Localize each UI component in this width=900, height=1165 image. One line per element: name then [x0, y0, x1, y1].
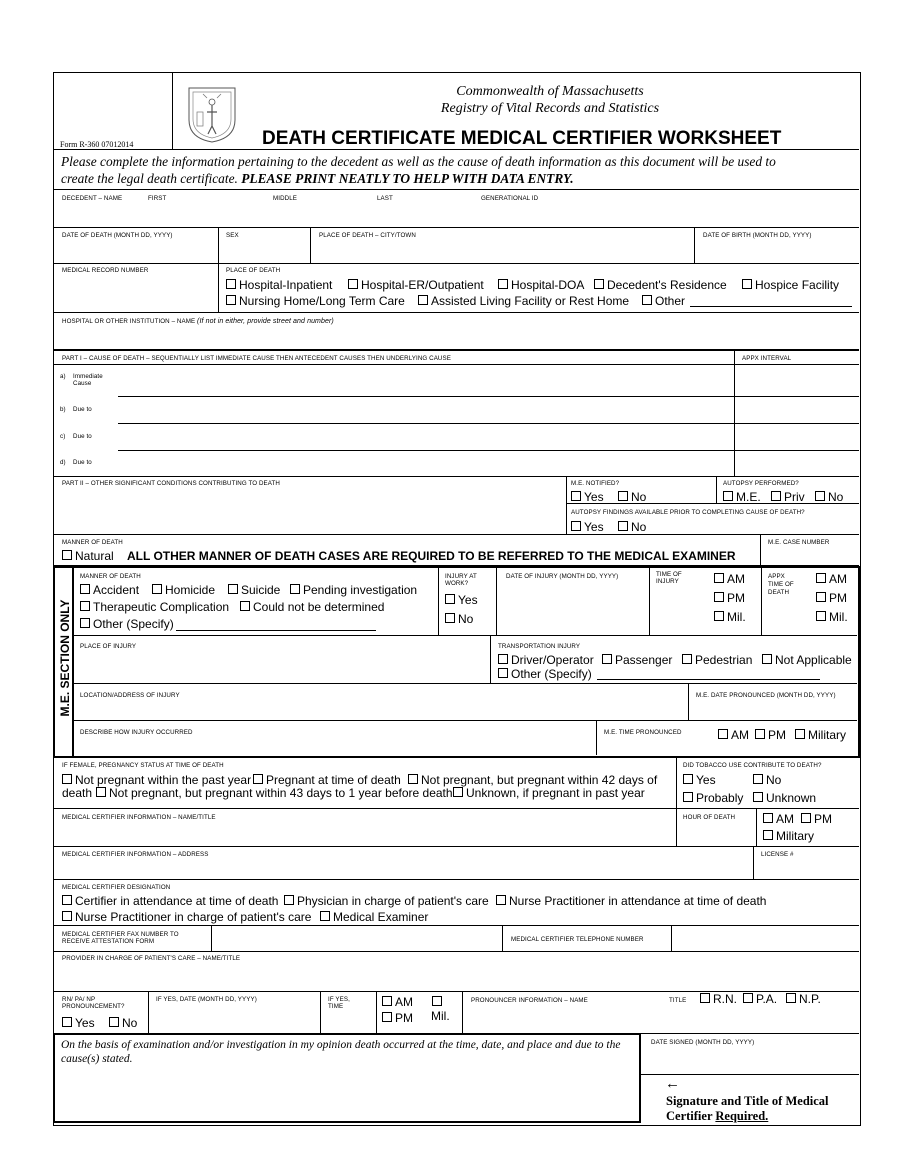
checkbox-icon: [453, 787, 463, 797]
me-notified-yes[interactable]: Yes: [571, 490, 604, 504]
checkbox-icon: [418, 295, 428, 305]
checkbox-icon: [618, 521, 628, 531]
generational-id-label: GENERATIONAL ID: [481, 195, 539, 202]
manner-natural[interactable]: Natural: [62, 549, 114, 563]
hour-pm[interactable]: PM: [801, 812, 832, 826]
checkbox-icon: [445, 613, 455, 623]
attestation-text: On the basis of examination and/or investigation in my opinion death occurred at the time, date, and place and due to the cause(s) stated.: [61, 1039, 621, 1065]
des-physician-in-charge[interactable]: Physician in charge of patient's care: [284, 894, 489, 908]
des-medical-examiner[interactable]: Medical Examiner: [320, 910, 428, 924]
checkbox-icon: [109, 1017, 119, 1027]
checkbox-icon: [762, 654, 772, 664]
checkbox-icon: [753, 774, 763, 784]
trans-passenger[interactable]: Passenger: [602, 653, 672, 667]
tod-pm[interactable]: PM: [816, 591, 847, 605]
checkbox-icon: [816, 592, 826, 602]
des-certifier-attendance[interactable]: Certifier in attendance at time of death: [62, 894, 278, 908]
checkbox-icon: [80, 601, 90, 611]
checkbox-icon: [498, 654, 508, 664]
trans-pedestrian[interactable]: Pedestrian: [682, 653, 752, 667]
checkbox-icon: [80, 584, 90, 594]
checkbox-icon: [226, 295, 236, 305]
me-date-pronounced-label: M.E. DATE PRONOUNCED (MONTH DD, YYYY): [696, 692, 836, 699]
preg-within-42-days[interactable]: Not pregnant, but pregnant within 42 days of: [408, 773, 657, 787]
checkbox-icon: [753, 792, 763, 802]
checkbox-icon: [815, 491, 825, 501]
describe-injury-label: DESCRIBE HOW INJURY OCCURRED: [80, 729, 193, 736]
injury-work-yes[interactable]: Yes: [445, 593, 478, 607]
interval-label: APPX INTERVAL: [742, 355, 792, 362]
due-to-c-label: Due to: [73, 433, 92, 440]
checkbox-icon: [642, 295, 652, 305]
checkbox-icon: [498, 668, 508, 678]
checkbox-icon: [382, 996, 392, 1006]
me-accident[interactable]: Accident: [80, 583, 139, 597]
certifier-address-label: MEDICAL CERTIFIER INFORMATION – ADDRESS: [62, 851, 209, 858]
checkbox-icon: [683, 792, 693, 802]
checkbox-icon: [408, 774, 418, 784]
checkbox-icon: [320, 911, 330, 921]
me-time-am[interactable]: AM: [718, 728, 749, 742]
last-name-label: LAST: [377, 195, 393, 202]
findings-yes[interactable]: Yes: [571, 520, 604, 534]
middle-name-label: MIDDLE: [273, 195, 297, 202]
cause-line-d-field[interactable]: [118, 452, 732, 474]
checkbox-icon: [763, 830, 773, 840]
state-seal: [185, 82, 239, 144]
me-time-pronounced-label: M.E. TIME PRONOUNCED: [604, 729, 682, 736]
tod-mil[interactable]: Mil.: [816, 610, 848, 624]
injury-at-work-label: INJURY AT WORK?: [445, 573, 477, 587]
date-of-birth-label: DATE OF BIRTH (MONTH DD, YYYY): [703, 232, 812, 239]
manner-of-death-label: MANNER OF DEATH: [62, 539, 123, 546]
me-time-military[interactable]: Military: [795, 728, 846, 742]
preg-at-death[interactable]: Pregnant at time of death: [253, 773, 401, 787]
pron-time-am[interactable]: AM: [382, 995, 413, 1009]
checkbox-icon: [618, 491, 628, 501]
checkbox-icon: [771, 491, 781, 501]
license-label: LICENSE #: [761, 851, 794, 858]
checkbox-icon: [80, 618, 90, 628]
location-of-injury-label: LOCATION/ADDRESS OF INJURY: [80, 692, 180, 699]
first-name-label: FIRST: [148, 195, 167, 202]
transportation-injury-label: TRANSPORTATION INJURY: [498, 643, 581, 650]
cause-line-c-field[interactable]: [118, 425, 732, 449]
checkbox-icon: [62, 550, 72, 560]
checkbox-icon: [682, 654, 692, 664]
option-decedents-residence[interactable]: Decedent's Residence: [594, 278, 727, 292]
checkbox-icon: [723, 491, 733, 501]
tobacco-no[interactable]: No: [753, 773, 781, 787]
findings-no[interactable]: No: [618, 520, 646, 534]
option-hospital-er[interactable]: Hospital-ER/Outpatient: [348, 278, 484, 292]
fax-label-1: MEDICAL CERTIFIER FAX NUMBER TO: [62, 931, 179, 938]
hour-of-death-label: HOUR OF DEATH: [683, 814, 736, 821]
option-assisted-living[interactable]: Assisted Living Facility or Rest Home: [418, 294, 629, 308]
checkbox-icon: [718, 729, 728, 739]
fax-label-2: RECEIVE ATTESTATION FORM: [62, 938, 155, 945]
sex-label: SEX: [226, 232, 239, 239]
tobacco-unknown[interactable]: Unknown: [753, 791, 816, 805]
checkbox-icon: [801, 813, 811, 823]
form-title: DEATH CERTIFICATE MEDICAL CERTIFIER WORKSHEET: [262, 128, 782, 149]
checkbox-icon: [62, 895, 72, 905]
referral-note: ALL OTHER MANNER OF DEATH CASES ARE REQUIRED TO BE REFERRED TO THE MEDICAL EXAMINER: [127, 549, 736, 563]
option-other-place[interactable]: Other: [642, 294, 685, 308]
instructions-line-1: Please complete the information pertaining to the decedent as well as the cause of death information as this document will be used to: [61, 154, 776, 169]
checkbox-icon: [700, 993, 710, 1003]
me-notified-no[interactable]: No: [618, 490, 646, 504]
preg-not-within-year[interactable]: Not pregnant within the past year: [62, 773, 251, 787]
checkbox-icon: [240, 601, 250, 611]
checkbox-icon: [152, 584, 162, 594]
checkbox-icon: [432, 996, 442, 1006]
part-1-label: PART I – CAUSE OF DEATH – SEQUENTIALLY LIST IMMEDIATE CAUSE THEN ANTECEDENT CAUSES THEN UNDERLYING CAUSE: [62, 355, 451, 362]
checkbox-icon: [228, 584, 238, 594]
checkbox-icon: [714, 592, 724, 602]
trans-other[interactable]: Other (Specify): [498, 667, 592, 681]
place-of-injury-label: PLACE OF INJURY: [80, 643, 137, 650]
me-therapeutic[interactable]: Therapeutic Complication: [80, 600, 229, 614]
checkbox-icon: [445, 594, 455, 604]
injury-work-no[interactable]: No: [445, 612, 473, 626]
due-to-d-label: Due to: [73, 459, 92, 466]
line-c-label: c): [60, 433, 66, 440]
time-of-injury-label-1: TIME OF: [656, 571, 682, 578]
line-a-label: a): [60, 373, 66, 380]
title-rn[interactable]: R.N.: [700, 992, 737, 1006]
instructions-line-2: create the legal death certificate. PLEASE PRINT NEATLY TO HELP WITH DATA ENTRY.: [61, 171, 574, 186]
date-of-injury-label: DATE OF INJURY (MONTH DD, YYYY): [506, 573, 619, 580]
pronouncement-no[interactable]: No: [109, 1016, 137, 1030]
autopsy-findings-label: AUTOPSY FINDINGS AVAILABLE PRIOR TO COMPLETING CAUSE OF DEATH?: [571, 509, 805, 516]
preg-death-word: death: [62, 786, 93, 800]
hour-military[interactable]: Military: [763, 829, 814, 843]
checkbox-icon: [571, 521, 581, 531]
line-d-label: d): [60, 459, 66, 466]
pron-time-mil-label: Mil.: [431, 1009, 450, 1023]
institution-label: HOSPITAL OR OTHER INSTITUTION – NAME (If not in either, provide street and number): [62, 318, 334, 325]
if-yes-date-label: IF YES, DATE (MONTH DD, YYYY): [156, 996, 257, 1003]
agency-line-2: Registry of Vital Records and Statistics: [440, 101, 660, 116]
checkbox-icon: [62, 1017, 72, 1027]
checkbox-icon: [795, 729, 805, 739]
me-notified-label: M.E. NOTIFIED?: [571, 480, 620, 487]
appx-tod-label-1: APPX: [768, 573, 785, 580]
checkbox-icon: [786, 993, 796, 1003]
checkbox-icon: [96, 787, 106, 797]
checkbox-icon: [571, 491, 581, 501]
decedent-name-field[interactable]: [54, 203, 858, 225]
tod-am[interactable]: AM: [816, 572, 847, 586]
checkbox-icon: [284, 895, 294, 905]
institution-field[interactable]: [54, 327, 858, 347]
me-other[interactable]: Other (Specify): [80, 617, 174, 631]
preg-43-days-to-year[interactable]: Not pregnant, but pregnant within 43 days to 1 year before death: [96, 786, 453, 800]
option-hospital-doa[interactable]: Hospital-DOA: [498, 278, 584, 292]
me-case-number-label: M.E. CASE NUMBER: [768, 539, 830, 546]
checkbox-icon: [683, 774, 693, 784]
if-yes-time-label-1: IF YES,: [328, 996, 350, 1003]
option-hospital-inpatient[interactable]: Hospital-Inpatient: [226, 278, 332, 292]
option-nursing-home[interactable]: Nursing Home/Long Term Care: [226, 294, 405, 308]
tobacco-yes[interactable]: Yes: [683, 773, 716, 787]
checkbox-icon: [496, 895, 506, 905]
date-of-death-label: DATE OF DEATH (MONTH DD, YYYY): [62, 232, 173, 239]
signature-label-2: Certifier Required.: [666, 1109, 769, 1123]
me-section-side-label: M.E. SECTION ONLY: [58, 599, 72, 717]
des-np-attendance[interactable]: Nurse Practitioner in attendance at time of death: [496, 894, 766, 908]
option-hospice-facility[interactable]: Hospice Facility: [742, 278, 839, 292]
if-yes-time-label-2: TIME: [328, 1003, 344, 1010]
checkbox-icon: [348, 279, 358, 289]
appx-tod-label-3: DEATH: [768, 589, 790, 596]
form-number: Form R-360 07012014: [60, 140, 134, 149]
pron-time-mil-box[interactable]: [432, 995, 445, 1009]
signature-label-1: Signature and Title of Medical: [666, 1094, 829, 1108]
place-of-death-label: PLACE OF DEATH: [226, 267, 281, 274]
checkbox-icon: [816, 611, 826, 621]
pregnancy-status-label: IF FEMALE, PREGNANCY STATUS AT TIME OF DEATH: [62, 762, 224, 769]
signature-field[interactable]: [643, 1076, 857, 1122]
checkbox-icon: [382, 1012, 392, 1022]
me-time-pm[interactable]: PM: [755, 728, 786, 742]
pron-time-pm[interactable]: PM: [382, 1011, 413, 1025]
appx-tod-label-2: TIME OF: [768, 581, 794, 588]
checkbox-icon: [743, 993, 753, 1003]
title-label: TITLE: [669, 997, 687, 1004]
me-pending[interactable]: Pending investigation: [290, 583, 417, 597]
checkbox-icon: [755, 729, 765, 739]
trans-driver[interactable]: Driver/Operator: [498, 653, 594, 667]
hour-am[interactable]: AM: [763, 812, 794, 826]
checkbox-icon: [594, 279, 604, 289]
checkbox-icon: [290, 584, 300, 594]
toi-pm[interactable]: PM: [714, 591, 745, 605]
agency-line-1: Commonwealth of Massachusetts: [456, 84, 644, 99]
checkbox-icon: [714, 611, 724, 621]
preg-unknown[interactable]: Unknown, if pregnant in past year: [453, 786, 645, 800]
me-homicide[interactable]: Homicide: [152, 583, 215, 597]
rn-pa-np-label-1: RN/ PA/ NP: [62, 996, 96, 1003]
provider-label: PROVIDER IN CHARGE OF PATIENT'S CARE – NAME/TITLE: [62, 955, 241, 962]
title-pa[interactable]: P.A.: [743, 992, 777, 1006]
checkbox-icon: [714, 573, 724, 583]
title-np[interactable]: N.P.: [786, 992, 821, 1006]
checkbox-icon: [602, 654, 612, 664]
telephone-label: MEDICAL CERTIFIER TELEPHONE NUMBER: [511, 936, 644, 943]
tobacco-label: DID TOBACCO USE CONTRIBUTE TO DEATH?: [683, 762, 822, 769]
part-2-label: PART II – OTHER SIGNIFICANT CONDITIONS CONTRIBUTING TO DEATH: [62, 480, 280, 487]
toi-am[interactable]: AM: [714, 572, 745, 586]
left-arrow-icon: ←: [665, 1075, 680, 1092]
place-of-death-city-label: PLACE OF DEATH – CITY/TOWN: [319, 232, 416, 239]
pronouncement-yes[interactable]: Yes: [62, 1016, 95, 1030]
trans-not-applicable[interactable]: Not Applicable: [762, 653, 852, 667]
medical-record-number-label: MEDICAL RECORD NUMBER: [62, 267, 149, 274]
checkbox-icon: [226, 279, 236, 289]
certifier-designation-label: MEDICAL CERTIFIER DESIGNATION: [62, 884, 171, 891]
checkbox-icon: [742, 279, 752, 289]
immediate-label: Immediate: [73, 373, 103, 380]
cause-label: Cause: [73, 380, 92, 387]
checkbox-icon: [253, 774, 263, 784]
autopsy-me[interactable]: M.E.: [723, 490, 761, 504]
tobacco-probably[interactable]: Probably: [683, 791, 743, 805]
rn-pa-np-label-2: PRONOUNCEMENT?: [62, 1003, 125, 1010]
checkbox-icon: [62, 774, 72, 784]
toi-mil[interactable]: Mil.: [714, 610, 746, 624]
checkbox-icon: [763, 813, 773, 823]
me-suicide[interactable]: Suicide: [228, 583, 280, 597]
checkbox-icon: [62, 911, 72, 921]
date-signed-label: DATE SIGNED (MONTH DD, YYYY): [651, 1039, 755, 1046]
line-b-label: b): [60, 406, 66, 413]
autopsy-performed-label: AUTOPSY PERFORMED?: [723, 480, 799, 487]
decedent-name-label: DECEDENT – NAME: [62, 195, 123, 202]
due-to-b-label: Due to: [73, 406, 92, 413]
time-of-injury-label-2: INJURY: [656, 578, 679, 585]
checkbox-icon: [816, 573, 826, 583]
pronouncer-name-label: PRONOUNCER INFORMATION – NAME: [471, 997, 588, 1004]
certifier-name-label: MEDICAL CERTIFIER INFORMATION – NAME/TITLE: [62, 814, 216, 821]
autopsy-priv[interactable]: Priv: [771, 490, 805, 504]
me-undetermined[interactable]: Could not be determined: [240, 600, 384, 614]
des-np-in-charge[interactable]: Nurse Practitioner in charge of patient's care: [62, 910, 311, 924]
autopsy-no[interactable]: No: [815, 490, 843, 504]
cause-line-a-field[interactable]: [118, 366, 732, 396]
checkbox-icon: [498, 279, 508, 289]
cause-line-b-field[interactable]: [118, 398, 732, 422]
me-manner-label: MANNER OF DEATH: [80, 573, 141, 580]
